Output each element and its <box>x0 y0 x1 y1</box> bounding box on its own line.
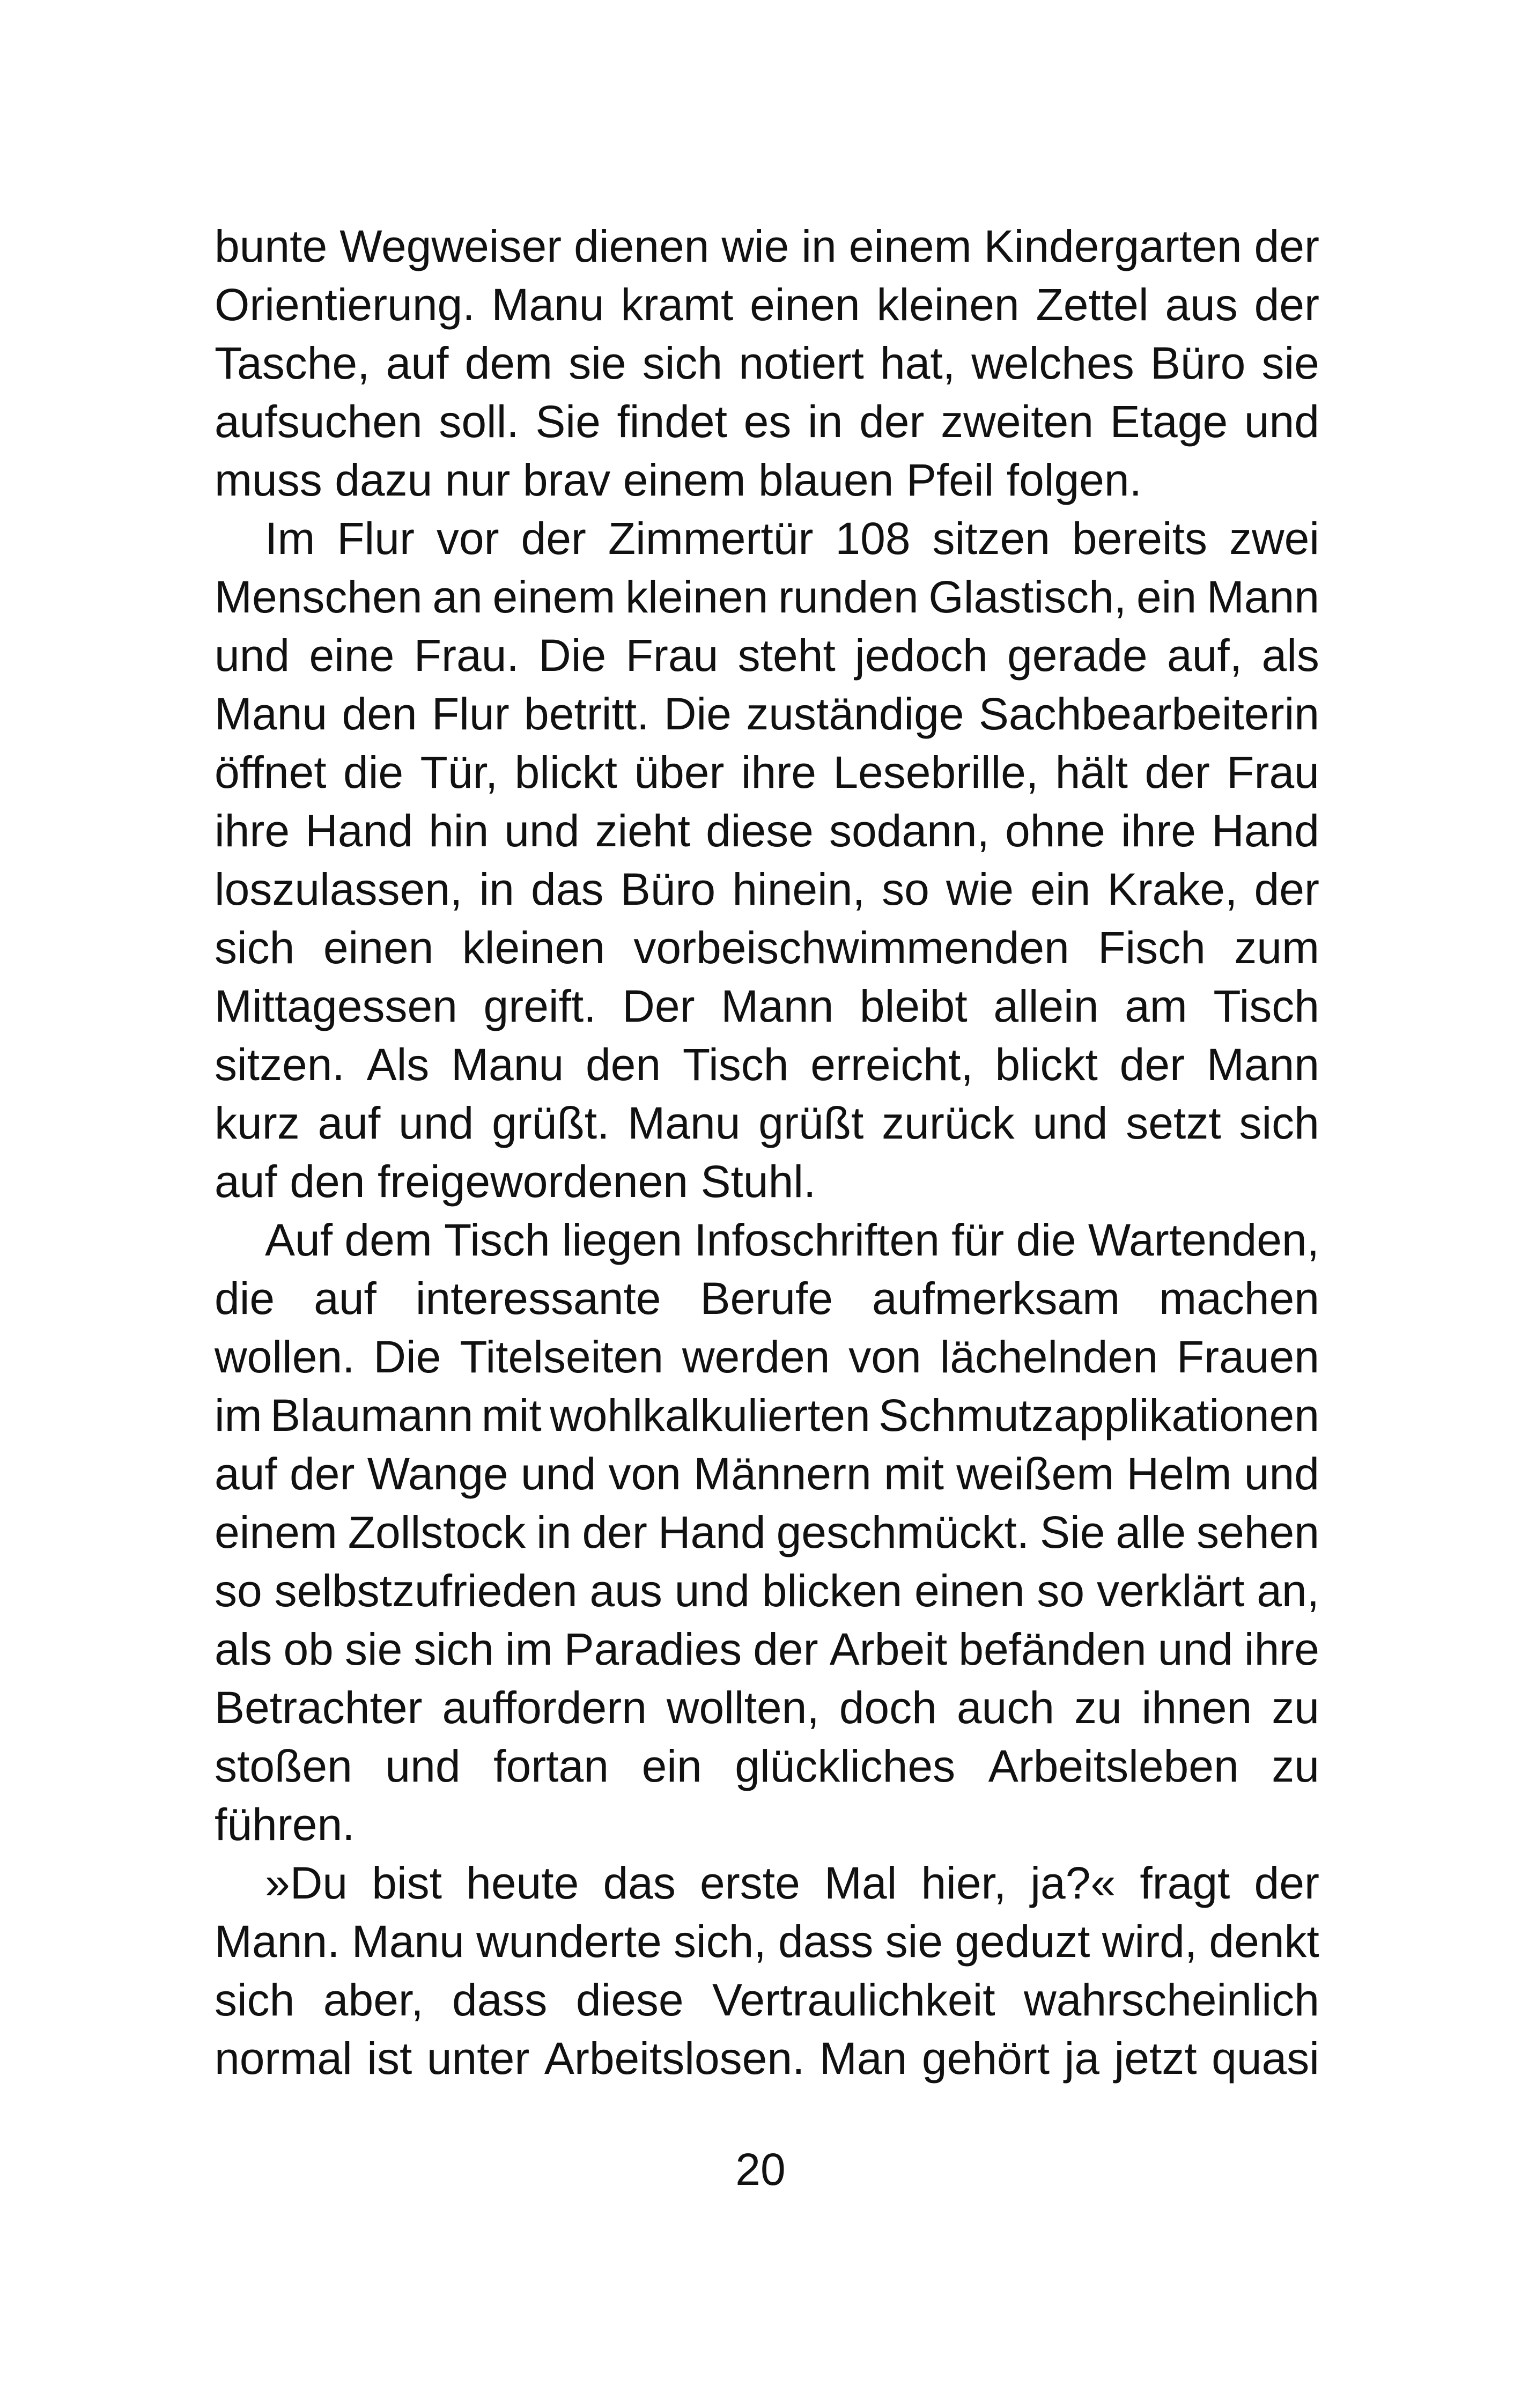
text-line: kurz auf und grüßt. Manu grüßt zurück und setzt sich <box>215 1098 1319 1148</box>
text-line: einem Zollstock in der Hand geschmückt. Sie alle sehen <box>215 1507 1319 1557</box>
text-line: und eine Frau. Die Frau steht jedoch gerade auf, als <box>215 630 1319 681</box>
text-line: öffnet die Tür, blickt über ihre Lesebrille, hält der Frau <box>215 747 1319 797</box>
text-line: Menschen an einem kleinen runden Glastisch, ein Mann <box>215 572 1319 622</box>
text-line: so selbstzufrieden aus und blicken einen so verklärt an, <box>215 1565 1319 1616</box>
text-line: auf der Wange und von Männern mit weißem Helm und <box>215 1449 1319 1499</box>
text-line: sich aber, dass diese Vertraulichkeit wahrscheinlich <box>215 1975 1319 2025</box>
text-line: Im Flur vor der Zimmertür 108 sitzen bereits zwei <box>265 513 1319 564</box>
text-line: auf den freigewordenen Stuhl. <box>215 1156 816 1207</box>
text-line: wollen. Die Titelseiten werden von lächelnden Frauen <box>215 1332 1319 1382</box>
text-line: im Blaumann mit wohlkalkulierten Schmutzapplikationen <box>215 1390 1319 1441</box>
text-line: muss dazu nur brav einem blauen Pfeil folgen. <box>215 455 1142 505</box>
text-line: Mittagessen greift. Der Mann bleibt allein am Tisch <box>215 981 1319 1031</box>
text-line: »Du bist heute das erste Mal hier, ja?« fragt der <box>265 1858 1319 1908</box>
text-line: als ob sie sich im Paradies der Arbeit befänden und ihre <box>215 1624 1319 1674</box>
text-line: ihre Hand hin und zieht diese sodann, ohne ihre Hand <box>215 806 1319 856</box>
text-line: Manu den Flur betritt. Die zuständige Sachbearbeiterin <box>215 689 1319 739</box>
text-line: aufsuchen soll. Sie findet es in der zweiten Etage und <box>215 396 1319 447</box>
text-line: führen. <box>215 1799 355 1850</box>
text-line: loszulassen, in das Büro hinein, so wie ein Krake, der <box>215 864 1319 914</box>
text-line: die auf interessante Berufe aufmerksam machen <box>215 1273 1319 1324</box>
text-line: Auf dem Tisch liegen Infoschriften für die Wartenden, <box>265 1215 1319 1265</box>
text-line: Orientierung. Manu kramt einen kleinen Zettel aus der <box>215 279 1319 330</box>
text-line: sitzen. Als Manu den Tisch erreicht, blickt der Mann <box>215 1039 1319 1090</box>
page-number: 20 <box>735 2144 786 2195</box>
text-line: Betrachter auffordern wollten, doch auch zu ihnen zu <box>215 1682 1319 1733</box>
text-line: normal ist unter Arbeitslosen. Man gehört ja jetzt quasi <box>215 2033 1319 2084</box>
text-line: sich einen kleinen vorbeischwimmenden Fisch zum <box>215 922 1319 973</box>
body-text <box>215 217 1319 2088</box>
text-line: Mann. Manu wunderte sich, dass sie geduzt wird, denkt <box>215 1916 1319 1967</box>
text-line: bunte Wegweiser dienen wie in einem Kindergarten der <box>215 221 1319 271</box>
text-line: Tasche, auf dem sie sich notiert hat, welches Büro sie <box>215 338 1319 388</box>
text-line: stoßen und fortan ein glückliches Arbeitsleben zu <box>215 1741 1319 1791</box>
